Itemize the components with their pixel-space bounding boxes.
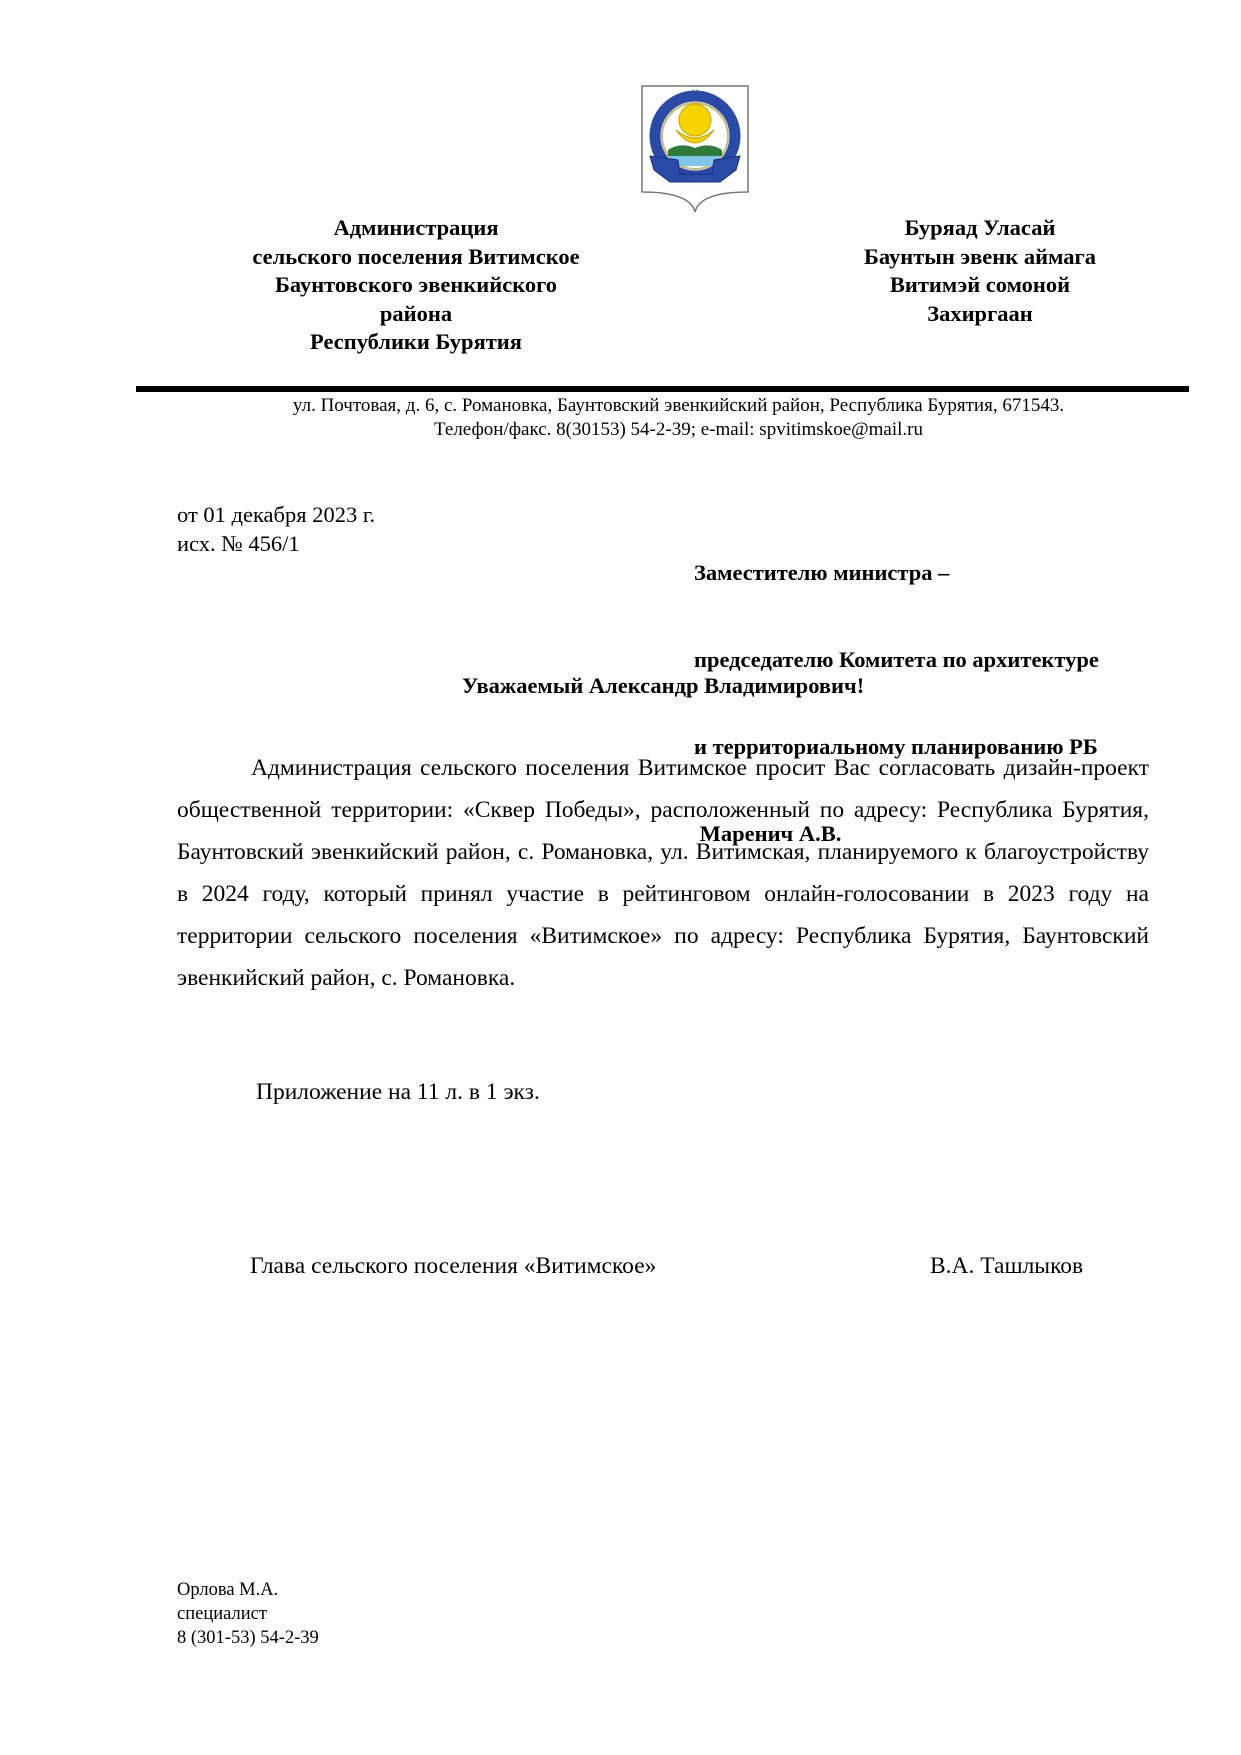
letterhead-left-line: Баунтовского эвенкийского: [274, 272, 558, 297]
executor-title: специалист: [177, 1604, 267, 1624]
executor-name: Орлова М.А.: [177, 1580, 279, 1600]
letterhead-right-line: Витимэй сомоной: [889, 272, 1071, 297]
signatory-position: Глава сельского поселения «Витимское»: [250, 1253, 657, 1279]
addressee-line: и территориальному планированию РБ: [694, 734, 1098, 759]
letter-date: от 01 декабря 2023 г.: [177, 502, 376, 527]
addressee-line: Маренич А.В.: [694, 821, 842, 846]
attachment-note: Приложение на 11 л. в 1 экз.: [256, 1079, 540, 1105]
letterhead-left-line: сельского поселения Витимское: [252, 243, 580, 269]
letterhead-left-line: района: [379, 300, 453, 326]
letterhead-divider: [136, 386, 1189, 392]
letter-meta: [177, 500, 375, 558]
address-line: ул. Почтовая, д. 6, с. Романовка, Баунтовский эвенкийский район, Республика Бурятия, 671543.: [292, 395, 1065, 416]
letterhead-right-line: Буряад Уласай: [904, 215, 1056, 240]
sender-organization-bua: [810, 214, 1150, 328]
letterhead-right-line: Баунтын эвенк аймага: [864, 243, 1096, 269]
letter-ref-number: исх. № 456/1: [177, 531, 300, 556]
greeting: Уважаемый Александр Владимирович!: [461, 673, 865, 698]
coat-of-arms-emblem: [640, 84, 750, 214]
letterhead-left-line: Администрация: [333, 215, 499, 240]
letter-body: Администрация сельского поселения Витимское просит Вас согласовать дизайн-проект общественной территории: «Сквер Победы», расположенный по адресу: Республика Бурятия, Баунтовский эвенкийский район, с. Романовка, ул. Витимская, планируемого к благоустройству в 2024 году, который принял участие в рейтинговом онлайн-голосовании в 2023 году на территории сельского поселения «Витимское» по адресу: Республика Бурятия, Баунтовский эвенкийский район, с. Романовка.: [177, 755, 1149, 991]
executor-phone: 8 (301-53) 54-2-39: [177, 1628, 319, 1648]
addressee-line: Заместителю министра –: [694, 560, 950, 585]
addressee-line: председателю Комитета по архитектуре: [694, 647, 1099, 672]
sender-organization-ru: [196, 214, 636, 357]
contact-line: Телефон/факс. 8(30153) 54-2-39; e-mail: spvitimskoe@mail.ru: [434, 419, 923, 440]
signatory-name: В.А. Ташлыков: [930, 1253, 1084, 1279]
executor-info: [177, 1578, 319, 1650]
letterhead-left-line: Республики Бурятия: [310, 329, 522, 354]
letterhead-right-line: Захиргаан: [927, 300, 1033, 326]
